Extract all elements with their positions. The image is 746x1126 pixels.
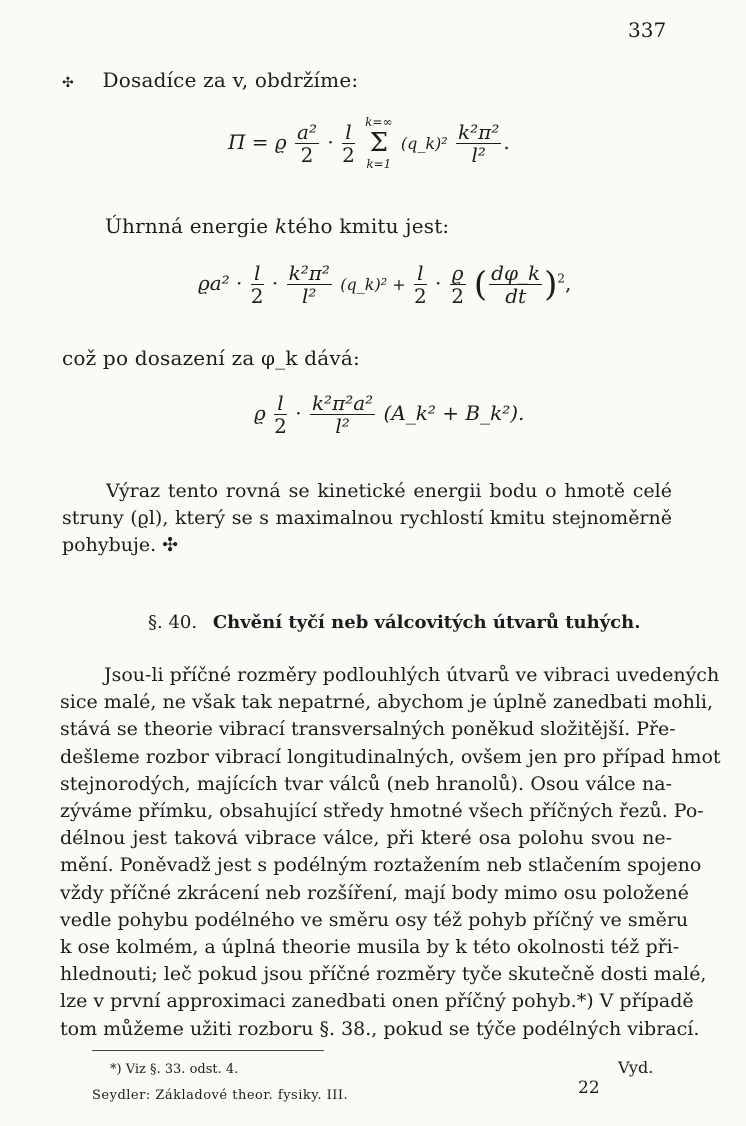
paragraph-line: mění. Poněvadž jest s podélným roztažením neb stlačením spojeno — [60, 854, 702, 877]
eq2-frac-k2pi2-over-l2: $\frac{\text{k²π²}}{\text{l²}}$ — [288, 261, 330, 308]
footer-signature: 22 — [578, 1078, 600, 1098]
eq2-frac-rho-over-2: $\frac{ϱ}{2}$ — [451, 261, 465, 308]
intro-line — [62, 68, 358, 92]
page-number: 337 — [628, 18, 667, 42]
paragraph-line: stává se theorie vibrací transversalných poněkud složitější. Pře- — [60, 718, 676, 741]
kinetic-paragraph — [62, 478, 672, 560]
paragraph-line: dešleme rozbor vibrací longitudinalných, ovšem jen pro případ hmot — [60, 745, 721, 768]
substitution-sentence: což po dosazení za φ_k dává: — [62, 346, 360, 370]
eq1-lhs: Π = ϱ — [228, 129, 287, 154]
eq3-frac-l-over-2: $\frac{l}{2}$ — [274, 391, 287, 438]
paragraph-line: délnou jest taková vibrace válce, při které osa polohu svou ne- — [60, 827, 672, 850]
paragraph-line: sice malé, ne však tak nepatrné, abychom je úplně zanedbati mohli, — [60, 691, 714, 714]
paragraph-line: vždy příčné zkrácení neb rozšíření, mají body mimo osu položené — [60, 881, 689, 904]
eq2-frac-dphi-over-dt: $\frac{d\varphi\_k}{dt}$ — [491, 261, 541, 308]
eq1-summation: k=∞ Σ k=1 — [365, 115, 393, 171]
section-title: Chvění tyčí neb válcovitých útvarů tuhých. — [212, 612, 641, 633]
eq1-frac-l-over-2: $\frac{l}{2}$ — [342, 119, 355, 167]
paragraph-line: stejnorodých, majících tvar válců (neb hranolů). Osou válce na- — [60, 772, 672, 795]
eq3-tail: (A_k² + B_k²). — [383, 401, 525, 425]
equation-kinetic: ϱ $\frac{l}{2}$ · $\frac{\text{k²π²a²}}{\text{l²}}$ (A_k² + B_k²). — [254, 391, 525, 438]
footnote-rule — [92, 1050, 324, 1051]
eq1-term: (q_k)² — [400, 133, 448, 153]
paragraph-line: struny (ϱl), který se s maximalnou rychlostí kmitu stejnoměrně — [62, 507, 672, 530]
paragraph-line: Výraz tento rovná se kinetické energii bodu o hmotě celé — [106, 480, 672, 502]
footnote: *) Viz §. 33. odst. 4. — [110, 1062, 239, 1077]
equation-potential-energy: Π = ϱ $\frac{\text{a²}}{2}$ · $\frac{l}{2}$ k=∞ Σ k=1 (q_k)² $\frac{\text{k²π²}}{\text{l²}}$ . — [228, 115, 510, 171]
main-paragraph — [60, 662, 721, 1043]
footer-right: Vyd. — [618, 1058, 654, 1077]
paragraph-line: pohybuje. ✣ — [62, 534, 179, 557]
paragraph-line: hlednouti; leč pokud jsou příčné rozměry tyče skutečně dosti malé, — [60, 963, 707, 986]
eq2-frac-l-over-2: $\frac{l}{2}$ — [250, 261, 264, 308]
eq2-mid: (q_k)² + — [340, 275, 406, 294]
paragraph-line: vedle pohybu podélného ve směru osy též pohyb příčný ve směru — [60, 908, 689, 931]
paragraph-line: lze v první approximaci zanedbati onen příčný pohyb.*) V případě — [60, 990, 694, 1013]
equation-total-energy: ϱa² · $\frac{l}{2}$ · $\frac{\text{k²π²}}{\text{l²}}$ (q_k)² + $\frac{l}{2}$ · $\frac{ϱ}{2}$ ( $\frac{d\varphi\_k}{dt}$ )$^2$, — [198, 261, 572, 308]
eq1-frac-a2-over-2: $\frac{\text{a²}}{2}$ — [297, 119, 317, 167]
section-number: §. 40. — [148, 612, 198, 633]
paragraph-line: tom můžeme užiti rozboru §. 38., pokud se týče podélných vibrací. — [60, 1017, 700, 1040]
eq3-frac-k2pi2a2-over-l2: $\frac{\text{k²π²a²}}{\text{l²}}$ — [311, 391, 374, 438]
fleuron-icon: ✣ — [62, 75, 74, 91]
intro-text: Dosadíce za v, obdržíme: — [102, 68, 359, 92]
eq1-frac-k2pi2-over-l2: $\frac{\text{k²π²}}{\text{l²}}$ — [458, 119, 500, 167]
footer-publication: Seydler: Základové theor. fysiky. III. — [92, 1088, 349, 1103]
paragraph-line: k ose kolmém, a úplná theorie musila by k této okolnosti též při- — [60, 936, 680, 959]
section-heading — [148, 612, 641, 633]
eq2-lead: ϱa² · — [198, 271, 243, 295]
eq2-frac-l-over-2-b: $\frac{l}{2}$ — [413, 261, 427, 308]
energy-sentence: Úhrnná energie ktého kmitu jest: — [105, 214, 450, 238]
paragraph-line: zýváme přímku, obsahující středy hmotné všech příčných řezů. Po- — [60, 800, 704, 823]
paragraph-line: Jsou-li příčné rozměry podlouhlých útvarů ve vibraci uvedených — [104, 664, 720, 686]
eq3-lead: ϱ — [254, 401, 266, 425]
